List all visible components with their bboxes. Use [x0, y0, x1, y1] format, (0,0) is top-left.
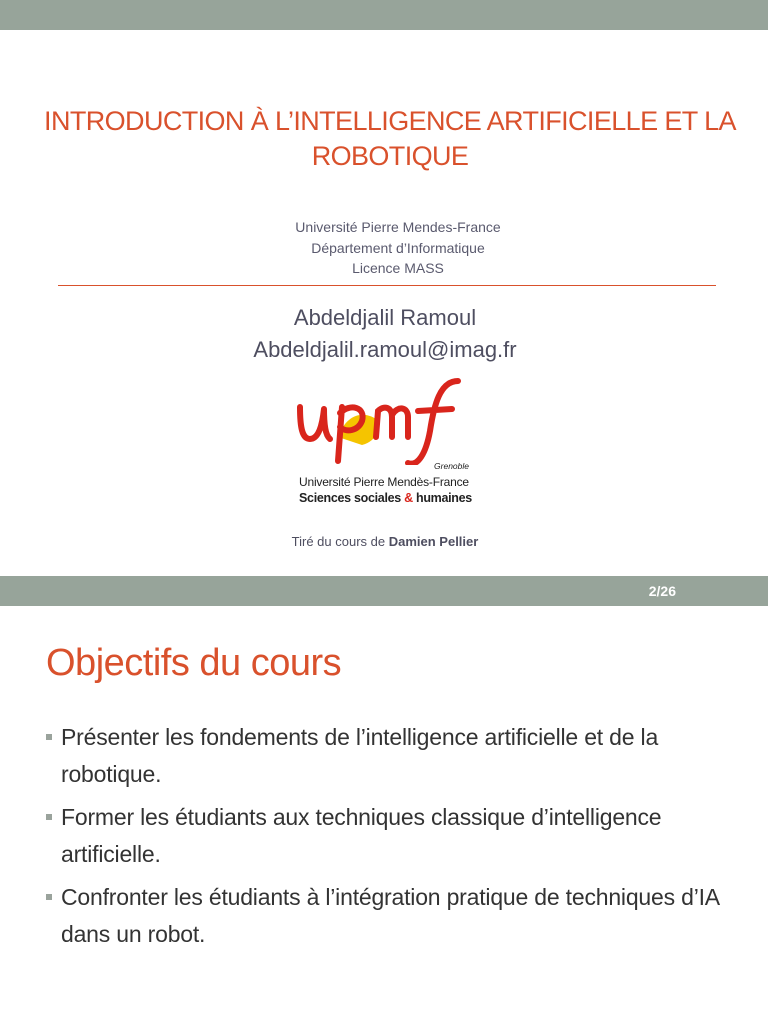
credit-author: Damien Pellier — [388, 534, 479, 549]
logo-faculty — [299, 491, 472, 505]
list-item-text: Présenter les fondements de l’intelligence artificielle et de la robotique. — [61, 724, 659, 787]
top-bar — [0, 0, 768, 30]
logo-city: Grenoble — [434, 461, 469, 471]
bullet-icon — [46, 894, 52, 900]
list-item-text: Confronter les étudiants à l’intégration pratique de techniques d’IA dans un robot. — [61, 884, 719, 947]
logo-letter-f — [408, 381, 458, 464]
objectives-list — [45, 719, 745, 959]
page-number: 2/26 — [648, 583, 676, 599]
list-item — [45, 719, 745, 793]
slide2-heading: Objectifs du cours — [46, 642, 342, 684]
slide-separator-bar — [0, 576, 768, 606]
upmf-logo — [290, 375, 490, 510]
list-item — [45, 799, 745, 873]
author-name: Abdeldjalil Ramoul — [293, 305, 477, 330]
logo-letter-u — [300, 407, 330, 439]
bullet-icon — [46, 814, 52, 820]
university-name: Université Pierre Mendes-France — [295, 219, 501, 235]
course-credit — [0, 534, 768, 549]
upmf-wordmark — [290, 375, 490, 465]
institution-block — [0, 217, 768, 279]
department-name: Département d’Informatique — [311, 239, 485, 256]
title-divider — [58, 285, 716, 286]
slide-title: INTRODUCTION À L’INTELLIGENCE ARTIFICIELLE ET LA ROBOTIQUE — [44, 106, 736, 171]
bullet-icon — [46, 734, 52, 740]
program-name: Licence MASS — [352, 260, 444, 276]
author-email: Abdeldjalil.ramoul@imag.fr — [253, 337, 517, 362]
logo-ampersand: & — [404, 491, 413, 505]
list-item-text: Former les étudiants aux techniques classique d’intelligence artificielle. — [61, 804, 662, 867]
logo-faculty-a: Sciences sociales — [299, 491, 405, 505]
logo-faculty-b: humaines — [412, 491, 472, 505]
author-block — [0, 302, 768, 366]
logo-letter-m — [376, 408, 408, 437]
logo-university: Université Pierre Mendès-France — [299, 475, 469, 489]
list-item — [45, 879, 745, 953]
credit-prefix: Tiré du cours de — [291, 534, 389, 549]
